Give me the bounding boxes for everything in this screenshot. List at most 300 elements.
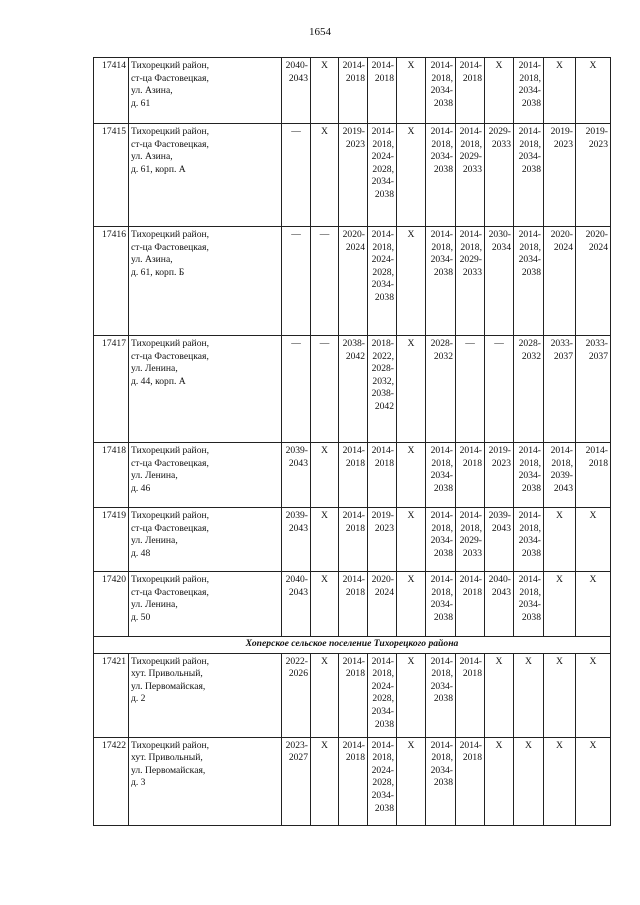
row-number-cell: 17415	[94, 124, 129, 227]
period-line: 2029-	[459, 535, 482, 547]
period-line: X	[589, 574, 597, 585]
capital-repair-table	[93, 57, 611, 826]
period-line: 2014-	[342, 655, 365, 667]
period-line: 2014-	[342, 574, 365, 585]
address-line: ст-ца Фастовецкая,	[131, 350, 209, 362]
period-line: 2034-	[430, 151, 453, 163]
period-cell-11	[576, 443, 611, 508]
period-cell-9	[514, 443, 544, 508]
period-cell-2	[311, 443, 339, 508]
period-cell-1	[282, 227, 311, 336]
period-line: X	[525, 739, 532, 751]
period-line: 2014-	[371, 229, 394, 240]
period-line: 2032	[433, 350, 453, 362]
period-cell-5	[397, 572, 426, 637]
address-line: хут. Привольный,	[131, 668, 203, 680]
period-line: 2014-	[430, 574, 453, 585]
period-line: 2028,	[372, 777, 394, 789]
period-line: 2018,	[519, 586, 541, 598]
period-line: 2014-	[518, 229, 541, 240]
period-cell-7	[456, 508, 485, 572]
period-cell-10	[544, 124, 576, 227]
period-cell-2	[311, 737, 339, 825]
period-line: X	[495, 60, 503, 71]
period-line: 2034-	[518, 599, 541, 611]
period-line: 2034-	[371, 279, 394, 291]
period-cell-11	[576, 336, 611, 443]
period-line: 2018	[462, 457, 482, 469]
table-row	[94, 653, 611, 737]
period-line: 2040-	[285, 574, 308, 585]
period-cell-5	[397, 508, 426, 572]
address-line: ул. Ленина,	[131, 363, 178, 375]
period-line: 2014-	[371, 60, 394, 71]
period-line: 2023	[345, 138, 365, 150]
period-line: X	[407, 60, 415, 71]
period-cell-4	[368, 737, 397, 825]
period-line: 2014-	[430, 126, 453, 137]
address-line: д. 48	[131, 547, 151, 559]
period-cell-11	[576, 737, 611, 825]
period-line: 2018,	[519, 72, 541, 84]
period-line: X	[495, 739, 503, 751]
address-line: Тихорецкий район,	[131, 229, 210, 240]
period-line: 2034-	[518, 85, 541, 97]
period-line: 2029-	[459, 151, 482, 163]
address-line: Тихорецкий район,	[131, 338, 210, 349]
period-cell-8	[485, 58, 514, 124]
period-cell-3	[339, 336, 368, 443]
period-line: 2020-	[585, 229, 608, 240]
address-line: д. 2	[131, 693, 146, 705]
address-line: Тихорецкий район,	[131, 60, 210, 71]
period-cell-8	[485, 737, 514, 825]
period-cell-2	[311, 58, 339, 124]
period-line: 2038	[433, 777, 453, 789]
page-number: 1654	[309, 26, 331, 38]
period-cell-8	[485, 508, 514, 572]
period-line: 2018,	[551, 457, 573, 469]
period-line: X	[407, 338, 415, 349]
period-line: 2028,	[372, 266, 394, 278]
period-line: 2037	[588, 350, 608, 362]
period-line: 2022,	[372, 350, 394, 362]
period-cell-6	[426, 737, 456, 825]
period-line: 2038	[521, 266, 541, 278]
period-line: 2014-	[459, 60, 482, 71]
period-cell-4	[368, 58, 397, 124]
address-line: д. 50	[131, 611, 151, 623]
period-line: 2014-	[430, 445, 453, 456]
period-line: 2014-	[459, 445, 482, 456]
period-line: 2038	[433, 266, 453, 278]
period-cell-7	[456, 336, 485, 443]
section-header-row	[94, 637, 611, 654]
period-line: X	[556, 510, 563, 521]
period-line: 2014-	[430, 739, 453, 751]
period-line: 2023-	[285, 739, 308, 751]
period-line: 2038	[521, 163, 541, 175]
period-line: 2038	[433, 163, 453, 175]
period-cell-4	[368, 227, 397, 336]
address-cell	[129, 58, 282, 124]
period-cell-2	[311, 227, 339, 336]
address-line: Тихорецкий район,	[131, 126, 210, 137]
period-line: X	[407, 510, 415, 521]
period-line: 2033	[462, 547, 482, 559]
period-line: 2024	[345, 241, 365, 253]
period-line: 2024	[588, 241, 608, 253]
period-line: 2038	[433, 97, 453, 109]
period-cell-1	[282, 443, 311, 508]
period-cell-10	[544, 336, 576, 443]
address-line: Тихорецкий район,	[131, 739, 210, 751]
period-line: 2020-	[371, 574, 394, 585]
period-line: X	[495, 655, 503, 667]
period-cell-1	[282, 58, 311, 124]
period-line: 2043	[553, 482, 573, 494]
period-line: 2014-	[371, 655, 394, 667]
period-line: 2018	[588, 457, 608, 469]
period-cell-8	[485, 124, 514, 227]
period-line: 2018,	[431, 457, 453, 469]
period-line: 2032	[521, 350, 541, 362]
period-line: 2014-	[518, 445, 541, 456]
period-cell-1	[282, 124, 311, 227]
period-cell-4	[368, 336, 397, 443]
period-line: 2034-	[518, 151, 541, 163]
period-line: 2018,	[431, 72, 453, 84]
period-line: 2029-	[488, 126, 511, 137]
period-line: 2038-	[371, 388, 394, 400]
period-line: 2033-	[550, 338, 573, 349]
period-cell-3	[339, 227, 368, 336]
address-line: д. 44, корп. А	[131, 375, 186, 387]
period-cell-3	[339, 58, 368, 124]
period-cell-3	[339, 572, 368, 637]
period-line: 2020-	[342, 229, 365, 240]
period-cell-6	[426, 336, 456, 443]
period-cell-11	[576, 508, 611, 572]
address-line: д. 3	[131, 777, 146, 789]
period-cell-5	[397, 227, 426, 336]
period-line: 2018,	[460, 241, 482, 253]
period-line: 2014-	[342, 510, 365, 521]
table-row	[94, 508, 611, 572]
period-line: 2028,	[372, 693, 394, 705]
period-line: 2014-	[518, 574, 541, 585]
period-line: 2034-	[430, 764, 453, 776]
period-cell-2	[311, 124, 339, 227]
period-line: 2018,	[431, 522, 453, 534]
period-line: 2038	[374, 802, 394, 814]
period-line: 2018,	[431, 241, 453, 253]
period-cell-10	[544, 58, 576, 124]
period-line: 2038	[433, 547, 453, 559]
period-line: 2014-	[459, 229, 482, 240]
period-line: 2014-	[518, 60, 541, 71]
period-line: 2014-	[371, 126, 394, 137]
address-line: Тихорецкий район,	[131, 445, 210, 456]
table-row	[94, 572, 611, 637]
period-line: 2019-	[550, 126, 573, 137]
period-line: 2028-	[518, 338, 541, 349]
period-line: 2018,	[431, 668, 453, 680]
period-line: 2014-	[371, 445, 394, 456]
period-line: 2042	[374, 400, 394, 412]
period-cell-10	[544, 508, 576, 572]
table-row	[94, 737, 611, 825]
address-line: ст-ца Фастовецкая,	[131, 72, 209, 84]
period-cell-6	[426, 508, 456, 572]
period-line: 2038	[433, 611, 453, 623]
period-line: 2014-	[550, 445, 573, 456]
period-line: 2018-	[371, 338, 394, 349]
row-number-cell: 17414	[94, 58, 129, 124]
period-line: 2032,	[372, 375, 394, 387]
period-cell-7	[456, 737, 485, 825]
period-line: 2024-	[371, 254, 394, 266]
address-cell	[129, 336, 282, 443]
period-line: 2018	[345, 522, 365, 534]
period-cell-4	[368, 124, 397, 227]
period-line: 2033-	[585, 338, 608, 349]
period-line: 2026	[288, 668, 308, 680]
period-cell-7	[456, 227, 485, 336]
period-line: 2037	[553, 350, 573, 362]
period-line: 2018,	[372, 752, 394, 764]
period-cell-4	[368, 653, 397, 737]
period-line: 2034	[491, 241, 511, 253]
period-cell-5	[397, 336, 426, 443]
period-line: 2028-	[430, 338, 453, 349]
period-line: 2034-	[518, 535, 541, 547]
period-cell-3	[339, 653, 368, 737]
period-line: 2014-	[430, 229, 453, 240]
address-line: хут. Привольный,	[131, 752, 203, 764]
period-cell-1	[282, 508, 311, 572]
period-line: 2023	[588, 138, 608, 150]
row-number-cell: 17417	[94, 336, 129, 443]
period-cell-1	[282, 336, 311, 443]
period-cell-2	[311, 336, 339, 443]
period-line: X	[589, 655, 597, 667]
table-row	[94, 336, 611, 443]
period-cell-5	[397, 653, 426, 737]
period-cell-11	[576, 124, 611, 227]
address-cell	[129, 653, 282, 737]
period-line: 2014-	[430, 60, 453, 71]
period-line: 2029-	[459, 254, 482, 266]
period-cell-8	[485, 336, 514, 443]
period-cell-2	[311, 508, 339, 572]
period-line: 2014-	[430, 655, 453, 667]
period-line: X	[407, 229, 415, 240]
period-line: 2018	[374, 72, 394, 84]
address-line: ст-ца Фастовецкая,	[131, 522, 209, 534]
period-line: 2019-	[371, 510, 394, 521]
period-line: 2034-	[430, 680, 453, 692]
period-line: 2014-	[459, 574, 482, 585]
period-cell-2	[311, 653, 339, 737]
address-line: ул. Ленина,	[131, 535, 178, 547]
period-line: 2014-	[459, 655, 482, 667]
period-line: 2039-	[550, 470, 573, 482]
period-line: 2034-	[430, 254, 453, 266]
period-line: 2018	[374, 457, 394, 469]
address-line: Тихорецкий район,	[131, 574, 210, 585]
period-line: 2014-	[518, 126, 541, 137]
address-line: ул. Первомайская,	[131, 764, 206, 776]
period-line: X	[321, 60, 328, 71]
period-cell-4	[368, 508, 397, 572]
period-line: 2039-	[488, 510, 511, 521]
period-line: 2019-	[488, 445, 511, 456]
period-line: 2023	[553, 138, 573, 150]
address-line: д. 61, корп. Б	[131, 266, 185, 278]
period-line: —	[291, 126, 301, 137]
period-line: 2028-	[371, 363, 394, 375]
period-cell-8	[485, 653, 514, 737]
address-cell	[129, 572, 282, 637]
period-line: 2043	[288, 457, 308, 469]
rows-before-section	[94, 58, 611, 637]
period-line: 2018	[345, 457, 365, 469]
period-line: 2018,	[372, 241, 394, 253]
period-line: —	[319, 338, 330, 349]
address-line: ул. Азина,	[131, 85, 173, 97]
period-line: 2014-	[585, 445, 608, 456]
row-number-cell: 17420	[94, 572, 129, 637]
period-line: 2034-	[430, 85, 453, 97]
period-line: 2014-	[459, 739, 482, 751]
period-line: 2014-	[342, 445, 365, 456]
address-line: д. 61, корп. А	[131, 163, 186, 175]
period-line: 2024-	[371, 680, 394, 692]
period-cell-1	[282, 653, 311, 737]
period-cell-6	[426, 58, 456, 124]
period-cell-7	[456, 443, 485, 508]
period-line: 2022-	[285, 655, 308, 667]
period-line: 2018,	[460, 138, 482, 150]
period-cell-6	[426, 227, 456, 336]
period-cell-1	[282, 737, 311, 825]
period-cell-9	[514, 227, 544, 336]
period-line: 2043	[491, 586, 511, 598]
period-line: 2033	[462, 163, 482, 175]
address-cell	[129, 443, 282, 508]
period-cell-10	[544, 653, 576, 737]
period-cell-6	[426, 443, 456, 508]
period-line: 2023	[491, 457, 511, 469]
period-cell-4	[368, 443, 397, 508]
period-line: 2043	[491, 522, 511, 534]
period-cell-5	[397, 124, 426, 227]
period-line: 2023	[374, 522, 394, 534]
address-line: д. 61	[131, 97, 151, 109]
table-row	[94, 443, 611, 508]
period-cell-3	[339, 508, 368, 572]
period-line: 2038	[521, 482, 541, 494]
period-line: X	[556, 574, 563, 585]
period-line: X	[589, 60, 597, 71]
period-line: 2024-	[371, 764, 394, 776]
period-line: X	[321, 510, 328, 521]
period-cell-9	[514, 124, 544, 227]
period-cell-2	[311, 572, 339, 637]
period-line: 2028,	[372, 163, 394, 175]
period-line: 2020-	[550, 229, 573, 240]
address-cell	[129, 737, 282, 825]
period-line: 2019-	[585, 126, 608, 137]
address-line: ул. Азина,	[131, 254, 173, 266]
period-line: X	[321, 574, 328, 585]
period-line: 2018	[345, 72, 365, 84]
period-line: 2018,	[372, 138, 394, 150]
period-line: 2018	[345, 752, 365, 764]
period-cell-9	[514, 508, 544, 572]
period-line: 2014-	[518, 510, 541, 521]
table-row	[94, 58, 611, 124]
period-line: X	[321, 655, 328, 667]
period-cell-6	[426, 124, 456, 227]
period-line: 2033	[491, 138, 511, 150]
address-line: ст-ца Фастовецкая,	[131, 586, 209, 598]
period-line: 2043	[288, 586, 308, 598]
table-row	[94, 227, 611, 336]
period-line: X	[556, 655, 563, 667]
period-line: 2018,	[372, 668, 394, 680]
period-line: 2042	[345, 350, 365, 362]
period-cell-8	[485, 227, 514, 336]
period-line: 2014-	[459, 510, 482, 521]
period-cell-7	[456, 58, 485, 124]
period-line: 2038	[521, 97, 541, 109]
period-line: 2018	[345, 586, 365, 598]
period-line: 2034-	[371, 176, 394, 188]
period-line: 2038	[374, 718, 394, 730]
period-line: 2039-	[285, 510, 308, 521]
period-line: 2014-	[459, 126, 482, 137]
period-cell-3	[339, 124, 368, 227]
period-cell-11	[576, 227, 611, 336]
row-number-cell: 17416	[94, 227, 129, 336]
period-cell-11	[576, 653, 611, 737]
section-title: Хоперское сельское поселение Тихорецкого района	[94, 637, 611, 654]
period-cell-10	[544, 737, 576, 825]
period-line: 2024-	[371, 151, 394, 163]
address-line: ул. Ленина,	[131, 599, 178, 611]
address-line: ст-ца Фастовецкая,	[131, 457, 209, 469]
address-line: ст-ца Фастовецкая,	[131, 138, 209, 150]
period-line: 2018	[462, 72, 482, 84]
address-line: ул. Ленина,	[131, 470, 178, 482]
period-cell-8	[485, 572, 514, 637]
period-line: 2034-	[430, 599, 453, 611]
period-line: X	[321, 739, 328, 751]
period-line: X	[407, 445, 415, 456]
period-line: 2033	[462, 266, 482, 278]
period-line: X	[407, 126, 415, 137]
period-cell-9	[514, 58, 544, 124]
period-line: —	[319, 229, 330, 240]
period-line: 2038	[433, 693, 453, 705]
period-line: 2014-	[342, 60, 365, 71]
period-line: X	[321, 445, 328, 456]
period-cell-9	[514, 336, 544, 443]
period-line: 2040-	[488, 574, 511, 585]
period-cell-1	[282, 572, 311, 637]
